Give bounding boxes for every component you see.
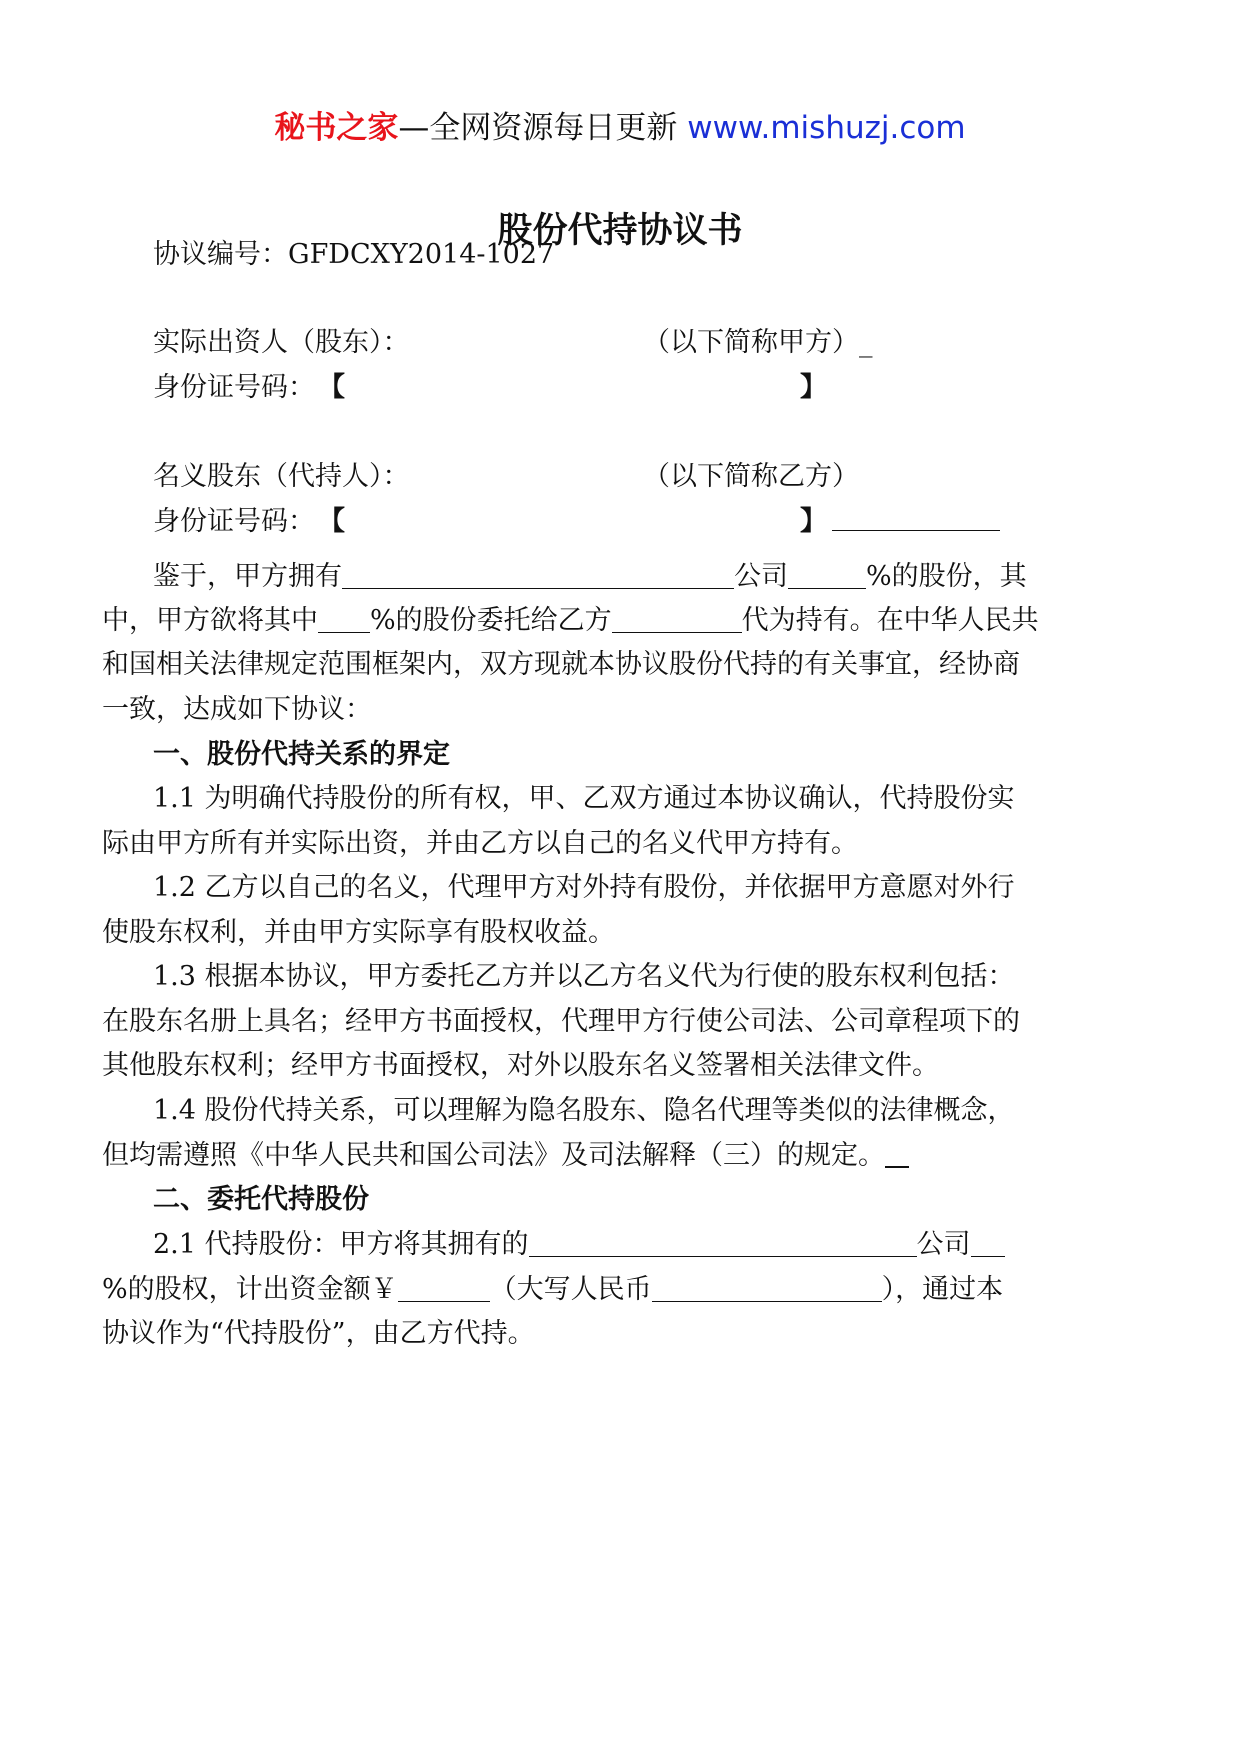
- clause-1-3-line-2: 在股东名册上具名；经甲方书面授权，代理甲方行使公司法、公司章程项下的: [102, 1006, 1020, 1037]
- clause-1-2-line-1: 1.2 乙方以自己的名义，代理甲方对外持有股份，并依据甲方意愿对外行: [153, 872, 1015, 903]
- party-a-id-bracket-open: 【: [318, 372, 345, 403]
- clause-1-4-line-2: 但均需遵照《中华人民共和国公司法》及司法解释（三）的规定。: [102, 1138, 909, 1174]
- document-title: 股份代持协议书: [497, 211, 743, 251]
- section-2-heading: 二、委托代持股份: [153, 1184, 369, 1215]
- party-b-extra-blank: [832, 530, 1000, 531]
- preamble-line-2: 中，甲方欲将其中 %的股份委托给乙方 代为持有。在中华人民共: [102, 605, 1039, 636]
- held-company-blank: [529, 1228, 917, 1257]
- party-a-id-bracket-close: 】: [800, 372, 827, 403]
- brand-name: 秘书之家: [274, 110, 399, 146]
- preamble-line-1: 鉴于，甲方拥有 公司 %的股份，其: [153, 561, 1027, 592]
- party-a-alias: （以下简称甲方）_: [643, 327, 873, 358]
- party-b-alias: （以下简称乙方）: [643, 461, 859, 492]
- party-b-id-bracket-open: 【: [318, 506, 345, 537]
- agreement-number: 协议编号：GFDCXY2014-1027: [153, 239, 555, 270]
- share-percent-blank: [788, 560, 866, 589]
- clause-1-1-line-2: 际由甲方所有并实际出资，并由乙方以自己的名义代甲方持有。: [102, 828, 858, 859]
- banner-slogan: —全网资源每日更新: [398, 110, 678, 146]
- clause-1-1-line-1: 1.1 为明确代持股份的所有权，甲、乙双方通过本协议确认，代持股份实: [153, 783, 1015, 814]
- party-b-id-label: 身份证号码：: [153, 506, 315, 537]
- party-b-label: 名义股东（代持人）：: [153, 461, 410, 492]
- clause-2-1-line-3: 协议作为“代持股份”，由乙方代持。: [102, 1318, 535, 1349]
- clause-2-1-line-2: %的股权，计出资金额￥ （大写人民币 ），通过本: [102, 1274, 1004, 1305]
- section-1-heading: 一、股份代持关系的界定: [153, 739, 450, 770]
- capital-amount-words-blank: [652, 1273, 882, 1302]
- clause-1-3-line-1: 1.3 根据本协议，甲方委托乙方并以乙方名义代为行使的股东权利包括：: [153, 961, 1015, 992]
- clause-2-1-line-1: 2.1 代持股份：甲方将其拥有的 公司: [153, 1227, 1005, 1263]
- site-url-link[interactable]: www.mishuzj.com: [687, 110, 966, 146]
- preamble-line-4: 一致，达成如下协议：: [102, 694, 372, 725]
- clause-1-3-line-3: 其他股东权利；经甲方书面授权，对外以股东名义签署相关法律文件。: [102, 1050, 939, 1081]
- party-a-label: 实际出资人（股东）：: [153, 327, 410, 358]
- entrust-percent-blank: [318, 604, 370, 633]
- trailing-blank: [885, 1138, 909, 1168]
- preamble-line-3: 和国相关法律规定范围框架内，双方现就本协议股份代持的有关事宜，经协商: [102, 649, 1020, 680]
- clause-1-4-line-1: 1.4 股份代持关系，可以理解为隐名股东、隐名代理等类似的法律概念，: [153, 1095, 1015, 1126]
- party-b-name-blank: [612, 604, 742, 633]
- party-b-id-bracket-close: 】: [800, 506, 827, 537]
- party-a-id-label: 身份证号码：: [153, 372, 315, 403]
- capital-amount-blank: [398, 1273, 490, 1302]
- clause-1-2-line-2: 使股东权利，并由甲方实际享有股权收益。: [102, 917, 615, 948]
- company-blank: [342, 560, 734, 589]
- held-percent-blank: [971, 1228, 1005, 1257]
- site-banner: [0, 102, 1240, 147]
